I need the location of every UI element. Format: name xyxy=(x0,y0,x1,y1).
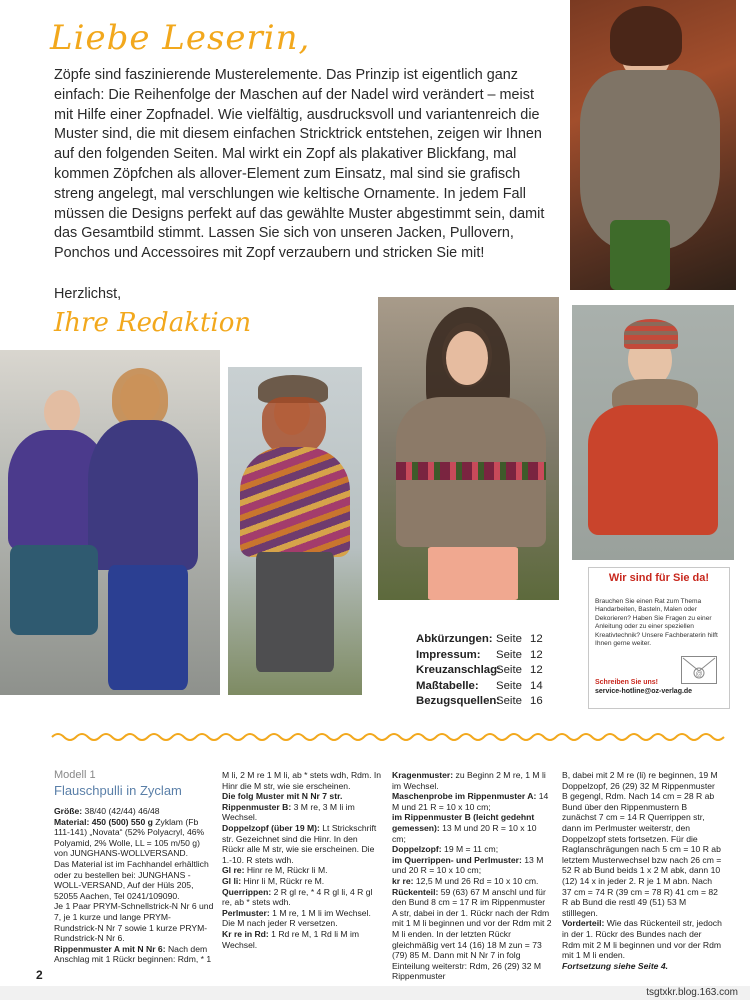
model-title: Flauschpulli in Zyclam xyxy=(54,783,182,798)
instruction-heading: Maschenprobe im Rippenmuster A: xyxy=(392,791,537,802)
instruction-heading: Vorderteil: xyxy=(562,918,605,929)
instructions-column-4 xyxy=(562,770,722,971)
instruction-paragraph xyxy=(54,859,214,901)
index-page: 16 xyxy=(530,695,543,708)
instruction-paragraph xyxy=(392,812,552,844)
instruction-text: 1 M re, 1 M li im Wechsel. Die M nach jeder R versetzen. xyxy=(222,907,371,929)
photo-poncho-model xyxy=(570,0,736,290)
instruction-paragraph xyxy=(562,770,722,918)
instruction-text: 19 M = 11 cm; xyxy=(441,844,499,855)
instruction-heading: Kragenmuster: xyxy=(392,770,454,780)
service-email[interactable]: service-hotline@oz-verlag.de xyxy=(595,688,693,695)
instructions-column-1 xyxy=(54,806,214,968)
instruction-text: 13 M und 20 R = 10 x 10 cm; xyxy=(392,822,537,844)
instruction-paragraph xyxy=(54,944,214,965)
greeting-heading: Liebe Leserin, xyxy=(50,18,311,58)
instruction-text: 14 M und 21 R = 10 x 10 cm; xyxy=(392,791,549,812)
instructions-column-2 xyxy=(222,770,382,968)
instruction-heading: im Rippenmuster B (leicht gedehnt gemessen): xyxy=(392,812,535,833)
instruction-heading: Gl li: xyxy=(222,875,242,886)
instruction-paragraph xyxy=(392,791,552,812)
photo-striped-jacket xyxy=(228,367,362,695)
index-page: 12 xyxy=(530,664,543,677)
service-contact xyxy=(595,678,723,696)
index-row xyxy=(416,663,543,679)
instruction-paragraph xyxy=(222,887,382,908)
instruction-heading: Fortsetzung siehe Seite 4. xyxy=(562,960,669,971)
index-page: 12 xyxy=(530,648,543,661)
instruction-heading: Rückenteil: xyxy=(392,886,439,897)
instruction-heading: Rippenmuster B: xyxy=(222,801,292,812)
regards-text: Herzlichst, xyxy=(54,286,122,302)
instruction-text: B, dabei mit 2 M re (li) re beginnen, 19 M Doppelzopf, 26 (29) 32 M Rippenmuster B gegengl, Rdm. Nach 14 cm = 28 R ab Bund über den Rippenmustern B zunächst 7 cm = 14 R Querrippen str, dann im Perlmuster weiterstr, den Doppelzopf stets fortsetzen. Für die Raglanschrägungen nach 5 cm = 10 R ab letztem Musterwechsel bzw nach 26 cm = 52 R ab Bund beids 1 x 2 M abk, dann 10 (12) 14 x in jeder 2. R je 1 M abn. Nach 37 cm = 74 R (39 cm = 78 R) 41 cm = 82 R ab Bund die restl 49 (51) 53 M stilllegen. xyxy=(562,770,722,918)
index-seite: Seite xyxy=(496,633,522,645)
intro-paragraph: Zöpfe sind faszinierende Musterelemente. Das Prinzip ist eigentlich ganz einfach: Die Reihenfolge der Maschen auf der Nadel wird verändert – meist mit Hilfe einer Zopfnadel. Wie vielfältig, ausdrucksvoll und variantenreich die Muster sind, die mit diesem einfachen Stricktrick entstehen, zeigen wir Ihnen auf den folgenden Seiten. Mal wirkt ein Zopf als plakativer Blickfang, mal kommen Zöpfchen als allover-Element zum Einsatz, mal sind sie grafisch streng angelegt, mal verschlungen wie keltische Ornamente. In jedem Fall müssen die Designs perfekt auf das gewählte Muster abgestimmt sein, damit das Gesamtbild stimmt. Lassen Sie sich von unseren Jacken, Pullovern, Ponchos und Accessoires mit Zopf verzaubern und stricken Sie mit! xyxy=(54,67,545,262)
instruction-text: Lt Strickschrift str. Gezeichnet sind die Hinr. In den Rückr alle M str, wie sie erscheinen. Die 1.-10. R stets wdh. xyxy=(222,822,377,865)
instruction-text: Hinr re M, Rückr li M. xyxy=(244,865,328,876)
instruction-text: 59 (63) 67 M anschl und für den Bund 8 cm = 17 R im Rippenmuster A str, dabei in der 1. Rückr nach der Rdm mit 1 M li beginnen und vor der Rdm mit 2 M li enden. In der letzten Rückr gleichmäßig vert 14 (16) 18 M zun = 73 (79) 85 M. Dann mit N Nr 7 in folg Einteilung weiterstr: Rdm, 26 (29) 32 M Rippenmuster xyxy=(392,886,552,982)
svg-text:@: @ xyxy=(695,671,703,678)
instruction-paragraph xyxy=(392,855,552,876)
instruction-paragraph xyxy=(392,844,552,855)
service-cta: Schreiben Sie uns! xyxy=(595,679,659,686)
index-row xyxy=(416,694,543,710)
index-seite: Seite xyxy=(496,648,522,661)
instruction-text: Nach dem Anschlag mit 1 Rückr beginnen: Rdm, * 1 xyxy=(54,943,212,965)
index-row xyxy=(416,679,543,695)
instruction-heading: Doppelzopf: xyxy=(392,844,442,855)
instruction-heading: Gl re: xyxy=(222,865,245,876)
instruction-heading: Querrippen: xyxy=(222,886,272,897)
instruction-paragraph xyxy=(222,802,382,823)
service-title: Wir sind für Sie da! xyxy=(608,572,710,584)
instruction-paragraph xyxy=(562,918,722,960)
model-number: Modell 1 xyxy=(54,769,96,781)
instruction-text: 38/40 (42/44) 46/48 xyxy=(82,806,160,816)
photo-purple-sweaters xyxy=(0,350,220,695)
footer-url[interactable]: tsgtxkr.blog.163.com xyxy=(646,987,738,998)
instruction-text: 12,5 M und 26 Rd = 10 x 10 cm. xyxy=(413,875,539,886)
index-seite: Seite xyxy=(496,695,522,708)
index-label: Bezugsquellen: xyxy=(416,695,501,708)
index-row xyxy=(416,648,543,664)
instruction-heading: Kr re in Rd: xyxy=(222,928,269,939)
instruction-heading: Die folg Muster mit N Nr 7 str. xyxy=(222,791,343,802)
instruction-heading: Größe: xyxy=(54,806,83,816)
instruction-heading: im Querrippen- und Perlmuster: xyxy=(392,854,522,865)
index-seite: Seite xyxy=(496,679,522,692)
instruction-paragraph xyxy=(392,770,552,791)
instruction-paragraph xyxy=(54,806,214,817)
instruction-heading: Doppelzopf (über 19 M): xyxy=(222,822,320,833)
footer-bar xyxy=(0,986,750,1000)
signature-heading: Ihre Redaktion xyxy=(54,308,252,338)
photo-brown-sweater xyxy=(378,297,559,600)
instruction-text: zu Beginn 2 M re, 1 M li im Wechsel. xyxy=(392,770,546,791)
instruction-paragraph xyxy=(222,876,382,887)
instruction-paragraph xyxy=(222,865,382,876)
instruction-paragraph xyxy=(392,887,552,982)
photo-red-jacket xyxy=(572,305,734,560)
instruction-paragraph xyxy=(222,791,382,802)
instruction-text: Zyklam (Fb 111-141) „Novata“ (52% Polyacryl, 46% Polyamid, 2% Wolle, LL = 105 m/50 g) von JUNGHANS-WOLLVERSAND. xyxy=(54,816,205,859)
instruction-heading: kr re: xyxy=(392,875,414,886)
instruction-text: M li, 2 M re 1 M li, ab * stets wdh, Rdm. In Hinr die M str, wie sie erscheinen. xyxy=(222,770,382,791)
service-header xyxy=(589,568,729,594)
index-label: Kreuzanschlag: xyxy=(416,664,501,677)
instruction-text: 13 M und 20 R = 10 x 10 cm; xyxy=(392,854,544,876)
service-box xyxy=(588,567,730,709)
index-list xyxy=(416,632,543,710)
index-label: Impressum: xyxy=(416,648,481,661)
page-number: 2 xyxy=(36,968,43,982)
instruction-text: Wie das Rückenteil str, jedoch in der 1. Rückr des Bundes nach der Rdm mit 2 M li beginnen und vor der Rdm mit 1 M li enden. xyxy=(562,918,722,961)
instruction-paragraph xyxy=(222,908,382,929)
instruction-text: 3 M re, 3 M li im Wechsel. xyxy=(222,801,355,823)
instruction-paragraph xyxy=(54,901,214,943)
instruction-paragraph xyxy=(392,876,552,887)
instruction-paragraph xyxy=(562,961,722,972)
index-label: Maßtabelle: xyxy=(416,679,479,692)
instruction-text: 2 R gl re, * 4 R gl li, 4 R gl re, ab * stets wdh. xyxy=(222,886,373,908)
instructions-column-3 xyxy=(392,770,552,982)
instruction-text: Je 1 Paar PRYM-Schnellstrick-N Nr 6 und 7, je 1 kurze und lange PRYM-Rundstrick-N Nr 7 sowie 1 kurze PRYM-Rundstrick-N Nr 6. xyxy=(54,901,214,944)
wavy-divider xyxy=(52,730,722,744)
instruction-paragraph xyxy=(54,817,214,859)
instruction-text: Hinr li M, Rückr re M. xyxy=(241,875,325,886)
index-seite: Seite xyxy=(496,664,522,677)
index-row xyxy=(416,632,543,648)
instruction-heading: Material: 450 (500) 550 g xyxy=(54,816,153,827)
instruction-paragraph xyxy=(222,823,382,865)
instruction-text: 1 Rd re M, 1 Rd li M im Wechsel. xyxy=(222,928,360,950)
instruction-heading: Rippenmuster A mit N Nr 6: xyxy=(54,943,166,954)
service-body: Brauchen Sie einen Rat zum Thema Handarbeiten, Basteln, Malen oder Dekorieren? Haben Sie Fragen zu einer Anleitung oder zu einer speziellen Kreativtechnik? Unsere Fachberaterin hilft Ihnen gerne weiter. xyxy=(595,598,718,648)
instruction-paragraph xyxy=(222,929,382,950)
instruction-text: Das Material ist im Fachhandel erhältlich oder zu bestellen bei: JUNGHANS -WOLL-VERSAND, Auf der Hüls 205, 52055 Aachen, Tel 0241/109090. xyxy=(54,858,209,901)
index-page: 14 xyxy=(530,679,543,692)
index-page: 12 xyxy=(530,633,543,645)
instruction-heading: Perlmuster: xyxy=(222,907,270,918)
instruction-paragraph xyxy=(222,770,382,791)
index-label: Abkürzungen: xyxy=(416,633,493,645)
